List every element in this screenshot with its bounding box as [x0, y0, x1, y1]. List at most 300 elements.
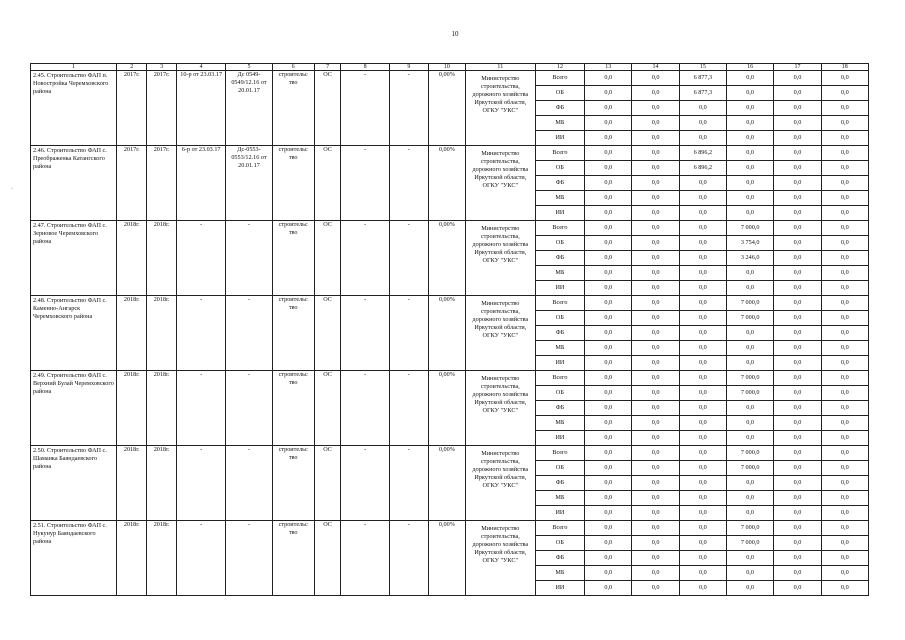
amount-cell: 7 000,0 [727, 461, 774, 476]
readiness-percent: 0,00% [428, 71, 465, 146]
amount-cell: 0,0 [821, 536, 868, 551]
header-col-17: 17 [774, 64, 821, 71]
col9-value: - [389, 146, 428, 221]
amount-cell: 0,0 [585, 116, 632, 131]
readiness-percent: 0,00% [428, 371, 465, 446]
amount-cell: 0,0 [821, 356, 868, 371]
contract-ref: - [226, 521, 272, 596]
amount-cell: 7 000,0 [727, 446, 774, 461]
amount-cell: 0,0 [632, 521, 679, 536]
amount-cell: 0,0 [727, 161, 774, 176]
header-col-18: 18 [821, 64, 868, 71]
amount-cell: 0,0 [585, 71, 632, 86]
col7-value: ОС [314, 221, 341, 296]
order-ref: - [176, 371, 225, 446]
amount-cell: 0,0 [585, 221, 632, 236]
responsible-body: Министерство строительства, дорожного хозяйства Иркутской области, ОГКУ "УКС" [465, 371, 535, 446]
work-type: строительс тво [272, 71, 314, 146]
amount-cell: 0,0 [821, 146, 868, 161]
program-table [30, 63, 869, 596]
funding-source: ИИ [535, 506, 584, 521]
amount-cell: 0,0 [727, 431, 774, 446]
amount-cell: 0,0 [774, 371, 821, 386]
amount-cell: 0,0 [632, 566, 679, 581]
amount-cell: 0,0 [679, 461, 726, 476]
amount-cell: 0,0 [632, 71, 679, 86]
amount-cell: 0,0 [585, 236, 632, 251]
start-year: 2018г. [117, 296, 147, 371]
amount-cell: 0,0 [632, 236, 679, 251]
responsible-body: Министерство строительства, дорожного хозяйства Иркутской области, ОГКУ "УКС" [465, 521, 535, 596]
amount-cell: 0,0 [632, 416, 679, 431]
end-year: 2017г. [147, 146, 177, 221]
amount-cell: 0,0 [774, 101, 821, 116]
funding-source: ИИ [535, 581, 584, 596]
amount-cell: 0,0 [585, 356, 632, 371]
header-col-7: 7 [314, 64, 341, 71]
amount-cell: 0,0 [632, 221, 679, 236]
order-ref: 6-р от 23.03.17 [176, 146, 225, 221]
amount-cell: 0,0 [821, 491, 868, 506]
amount-cell: 0,0 [774, 566, 821, 581]
work-type: строительс тво [272, 221, 314, 296]
funding-source: ФБ [535, 551, 584, 566]
amount-cell: 0,0 [632, 251, 679, 266]
amount-cell: 0,0 [727, 491, 774, 506]
table-row [31, 221, 869, 236]
end-year: 2018г. [147, 446, 177, 521]
amount-cell: 0,0 [632, 191, 679, 206]
amount-cell: 0,0 [774, 86, 821, 101]
amount-cell: 0,0 [585, 101, 632, 116]
amount-cell: 0,0 [727, 416, 774, 431]
funding-source: ИИ [535, 356, 584, 371]
readiness-percent: 0,00% [428, 521, 465, 596]
amount-cell: 0,0 [632, 326, 679, 341]
amount-cell: 0,0 [727, 551, 774, 566]
funding-source: МБ [535, 191, 584, 206]
amount-cell: 0,0 [585, 416, 632, 431]
funding-source: МБ [535, 491, 584, 506]
header-col-1: 1 [31, 64, 117, 71]
amount-cell: 0,0 [727, 176, 774, 191]
amount-cell: 0,0 [585, 551, 632, 566]
amount-cell: 7 000,0 [727, 521, 774, 536]
amount-cell: 3 246,0 [727, 251, 774, 266]
amount-cell: 0,0 [679, 131, 726, 146]
amount-cell: 6 896,2 [679, 161, 726, 176]
amount-cell: 0,0 [727, 401, 774, 416]
amount-cell: 0,0 [585, 86, 632, 101]
funding-source: ИИ [535, 206, 584, 221]
funding-source: ОБ [535, 461, 584, 476]
funding-source: ФБ [535, 101, 584, 116]
amount-cell: 0,0 [585, 161, 632, 176]
contract-ref: Дс 0549-0549/12.16 от 20.01.17 [226, 71, 272, 146]
amount-cell: 0,0 [679, 116, 726, 131]
amount-cell: 0,0 [585, 266, 632, 281]
amount-cell: 0,0 [632, 206, 679, 221]
amount-cell: 0,0 [632, 506, 679, 521]
amount-cell: 0,0 [821, 386, 868, 401]
order-ref: 10-р от 23.03.17 [176, 71, 225, 146]
funding-source: ФБ [535, 476, 584, 491]
funding-source: МБ [535, 416, 584, 431]
end-year: 2018г. [147, 296, 177, 371]
amount-cell: 0,0 [821, 311, 868, 326]
amount-cell: 0,0 [679, 251, 726, 266]
col7-value: ОС [314, 296, 341, 371]
amount-cell: 0,0 [774, 341, 821, 356]
amount-cell: 0,0 [821, 206, 868, 221]
project-name: 2.50. Строительство ФАП с. Шаманка Баяндаевского района [31, 446, 117, 521]
amount-cell: 3 754,0 [727, 236, 774, 251]
amount-cell: 0,0 [727, 581, 774, 596]
amount-cell: 0,0 [632, 341, 679, 356]
funding-source: Всего [535, 296, 584, 311]
table-row [31, 446, 869, 461]
amount-cell: 0,0 [679, 266, 726, 281]
amount-cell: 0,0 [585, 311, 632, 326]
end-year: 2017г. [147, 71, 177, 146]
amount-cell: 0,0 [632, 161, 679, 176]
funding-source: ИИ [535, 431, 584, 446]
funding-source: Всего [535, 521, 584, 536]
amount-cell: 0,0 [632, 311, 679, 326]
funding-source: ОБ [535, 236, 584, 251]
table-row [31, 521, 869, 536]
header-col-14: 14 [632, 64, 679, 71]
funding-source: ФБ [535, 401, 584, 416]
header-col-2: 2 [117, 64, 147, 71]
col7-value: ОС [314, 371, 341, 446]
amount-cell: 0,0 [585, 476, 632, 491]
amount-cell: 0,0 [727, 356, 774, 371]
amount-cell: 0,0 [585, 341, 632, 356]
amount-cell: 0,0 [632, 401, 679, 416]
amount-cell: 0,0 [679, 386, 726, 401]
work-type: строительс тво [272, 146, 314, 221]
readiness-percent: 0,00% [428, 221, 465, 296]
amount-cell: 0,0 [821, 341, 868, 356]
amount-cell: 0,0 [679, 566, 726, 581]
amount-cell: 0,0 [774, 71, 821, 86]
project-name: 2.48. Строительство ФАП с. Каменно-Ангарск Черемховского района [31, 296, 117, 371]
amount-cell: 0,0 [821, 296, 868, 311]
amount-cell: 0,0 [727, 191, 774, 206]
readiness-percent: 0,00% [428, 146, 465, 221]
funding-source: Всего [535, 221, 584, 236]
amount-cell: 0,0 [632, 386, 679, 401]
funding-source: МБ [535, 266, 584, 281]
funding-source: ОБ [535, 86, 584, 101]
amount-cell: 0,0 [632, 551, 679, 566]
amount-cell: 0,0 [679, 416, 726, 431]
stray-mark: · [11, 186, 13, 192]
amount-cell: 6 877,3 [679, 86, 726, 101]
funding-source: МБ [535, 566, 584, 581]
header-col-10: 10 [428, 64, 465, 71]
col8-value: - [341, 71, 389, 146]
responsible-body: Министерство строительства, дорожного хозяйства Иркутской области, ОГКУ "УКС" [465, 296, 535, 371]
amount-cell: 0,0 [679, 521, 726, 536]
amount-cell: 0,0 [679, 446, 726, 461]
amount-cell: 0,0 [774, 356, 821, 371]
amount-cell: 7 000,0 [727, 371, 774, 386]
amount-cell: 0,0 [679, 491, 726, 506]
amount-cell: 0,0 [585, 296, 632, 311]
col8-value: - [341, 221, 389, 296]
col9-value: - [389, 296, 428, 371]
amount-cell: 0,0 [774, 206, 821, 221]
header-row [31, 64, 869, 71]
header-col-8: 8 [341, 64, 389, 71]
start-year: 2018г. [117, 521, 147, 596]
project-name: 2.49. Строительство ФАП с. Верхний Булай Черемховского района [31, 371, 117, 446]
amount-cell: 0,0 [679, 296, 726, 311]
amount-cell: 0,0 [774, 116, 821, 131]
col7-value: ОС [314, 71, 341, 146]
amount-cell: 0,0 [774, 236, 821, 251]
table-row [31, 146, 869, 161]
amount-cell: 0,0 [821, 506, 868, 521]
amount-cell: 0,0 [821, 401, 868, 416]
amount-cell: 0,0 [821, 326, 868, 341]
amount-cell: 0,0 [774, 146, 821, 161]
col8-value: - [341, 296, 389, 371]
col8-value: - [341, 371, 389, 446]
work-type: строительс тво [272, 521, 314, 596]
readiness-percent: 0,00% [428, 446, 465, 521]
amount-cell: 0,0 [679, 191, 726, 206]
start-year: 2018г. [117, 446, 147, 521]
funding-source: ОБ [535, 311, 584, 326]
amount-cell: 0,0 [679, 236, 726, 251]
amount-cell: 0,0 [774, 506, 821, 521]
col9-value: - [389, 221, 428, 296]
amount-cell: 0,0 [585, 431, 632, 446]
col7-value: ОС [314, 521, 341, 596]
amount-cell: 0,0 [585, 461, 632, 476]
amount-cell: 7 000,0 [727, 221, 774, 236]
funding-source: ФБ [535, 176, 584, 191]
amount-cell: 0,0 [679, 206, 726, 221]
end-year: 2018г. [147, 221, 177, 296]
amount-cell: 0,0 [679, 101, 726, 116]
order-ref: - [176, 446, 225, 521]
amount-cell: 0,0 [679, 341, 726, 356]
amount-cell: 0,0 [774, 251, 821, 266]
col7-value: ОС [314, 146, 341, 221]
amount-cell: 0,0 [774, 281, 821, 296]
amount-cell: 0,0 [727, 116, 774, 131]
amount-cell: 0,0 [632, 461, 679, 476]
start-year: 2017г. [117, 146, 147, 221]
amount-cell: 0,0 [679, 506, 726, 521]
amount-cell: 0,0 [821, 266, 868, 281]
amount-cell: 0,0 [727, 266, 774, 281]
amount-cell: 0,0 [774, 176, 821, 191]
table-row [31, 296, 869, 311]
amount-cell: 0,0 [632, 536, 679, 551]
project-name: 2.47. Строительство ФАП с. Зерновое Черемховского района [31, 221, 117, 296]
end-year: 2018г. [147, 371, 177, 446]
amount-cell: 0,0 [774, 311, 821, 326]
amount-cell: 0,0 [585, 131, 632, 146]
amount-cell: 0,0 [821, 251, 868, 266]
header-col-3: 3 [147, 64, 177, 71]
amount-cell: 0,0 [727, 131, 774, 146]
amount-cell: 0,0 [585, 146, 632, 161]
header-col-15: 15 [679, 64, 726, 71]
amount-cell: 0,0 [632, 101, 679, 116]
funding-source: Всего [535, 146, 584, 161]
col9-value: - [389, 71, 428, 146]
funding-source: ФБ [535, 251, 584, 266]
contract-ref: Дс-0553-0553/12.16 от 20.01.17 [226, 146, 272, 221]
amount-cell: 0,0 [679, 371, 726, 386]
amount-cell: 0,0 [679, 176, 726, 191]
amount-cell: 0,0 [679, 356, 726, 371]
amount-cell: 0,0 [585, 506, 632, 521]
amount-cell: 0,0 [821, 476, 868, 491]
amount-cell: 0,0 [727, 206, 774, 221]
header-col-16: 16 [727, 64, 774, 71]
amount-cell: 7 000,0 [727, 386, 774, 401]
amount-cell: 0,0 [585, 386, 632, 401]
amount-cell: 0,0 [632, 116, 679, 131]
amount-cell: 0,0 [821, 161, 868, 176]
amount-cell: 0,0 [679, 431, 726, 446]
amount-cell: 0,0 [774, 266, 821, 281]
amount-cell: 0,0 [585, 281, 632, 296]
amount-cell: 7 000,0 [727, 311, 774, 326]
order-ref: - [176, 521, 225, 596]
funding-source: МБ [535, 341, 584, 356]
amount-cell: 0,0 [821, 566, 868, 581]
amount-cell: 0,0 [679, 536, 726, 551]
amount-cell: 0,0 [774, 161, 821, 176]
amount-cell: 0,0 [727, 146, 774, 161]
amount-cell: 0,0 [774, 386, 821, 401]
amount-cell: 0,0 [632, 371, 679, 386]
amount-cell: 0,0 [585, 491, 632, 506]
amount-cell: 0,0 [821, 446, 868, 461]
funding-source: ИИ [535, 281, 584, 296]
amount-cell: 0,0 [585, 176, 632, 191]
amount-cell: 7 000,0 [727, 536, 774, 551]
funding-source: ИИ [535, 131, 584, 146]
amount-cell: 0,0 [821, 176, 868, 191]
amount-cell: 0,0 [585, 326, 632, 341]
project-name: 2.51. Строительство ФАП с. Нукунур Баяндаевского района [31, 521, 117, 596]
amount-cell: 0,0 [632, 146, 679, 161]
col9-value: - [389, 371, 428, 446]
contract-ref: - [226, 221, 272, 296]
amount-cell: 0,0 [727, 566, 774, 581]
amount-cell: 0,0 [727, 476, 774, 491]
amount-cell: 0,0 [821, 131, 868, 146]
amount-cell: 0,0 [632, 266, 679, 281]
amount-cell: 0,0 [632, 491, 679, 506]
amount-cell: 0,0 [632, 446, 679, 461]
start-year: 2018г. [117, 371, 147, 446]
header-col-5: 5 [226, 64, 272, 71]
responsible-body: Министерство строительства, дорожного хозяйства Иркутской области, ОГКУ "УКС" [465, 71, 535, 146]
col8-value: - [341, 146, 389, 221]
amount-cell: 0,0 [632, 131, 679, 146]
amount-cell: 0,0 [774, 131, 821, 146]
amount-cell: 0,0 [821, 461, 868, 476]
header-col-11: 11 [465, 64, 535, 71]
amount-cell: 0,0 [774, 491, 821, 506]
start-year: 2018г. [117, 221, 147, 296]
amount-cell: 0,0 [727, 86, 774, 101]
amount-cell: 0,0 [632, 581, 679, 596]
header-col-12: 12 [535, 64, 584, 71]
header-col-9: 9 [389, 64, 428, 71]
header-col-6: 6 [272, 64, 314, 71]
amount-cell: 0,0 [774, 446, 821, 461]
contract-ref: - [226, 446, 272, 521]
amount-cell: 0,0 [821, 551, 868, 566]
project-name: 2.46. Строительство ФАП с. Преображенка Катангского района [31, 146, 117, 221]
funding-source: ФБ [535, 326, 584, 341]
amount-cell: 0,0 [774, 326, 821, 341]
funding-source: ОБ [535, 536, 584, 551]
amount-cell: 0,0 [821, 71, 868, 86]
amount-cell: 0,0 [774, 476, 821, 491]
amount-cell: 0,0 [821, 221, 868, 236]
amount-cell: 0,0 [821, 416, 868, 431]
amount-cell: 0,0 [774, 536, 821, 551]
work-type: строительс тво [272, 296, 314, 371]
amount-cell: 0,0 [679, 551, 726, 566]
work-type: строительс тво [272, 371, 314, 446]
amount-cell: 0,0 [632, 476, 679, 491]
amount-cell: 0,0 [585, 371, 632, 386]
funding-source: ОБ [535, 161, 584, 176]
amount-cell: 0,0 [727, 506, 774, 521]
amount-cell: 0,0 [585, 251, 632, 266]
amount-cell: 0,0 [727, 281, 774, 296]
col8-value: - [341, 446, 389, 521]
contract-ref: - [226, 371, 272, 446]
amount-cell: 0,0 [632, 281, 679, 296]
amount-cell: 0,0 [679, 401, 726, 416]
amount-cell: 0,0 [774, 551, 821, 566]
amount-cell: 0,0 [821, 236, 868, 251]
amount-cell: 0,0 [774, 431, 821, 446]
col8-value: - [341, 521, 389, 596]
amount-cell: 0,0 [774, 296, 821, 311]
amount-cell: 0,0 [585, 446, 632, 461]
amount-cell: 0,0 [585, 191, 632, 206]
amount-cell: 0,0 [727, 101, 774, 116]
funding-source: МБ [535, 116, 584, 131]
amount-cell: 0,0 [585, 401, 632, 416]
responsible-body: Министерство строительства, дорожного хозяйства Иркутской области, ОГКУ "УКС" [465, 446, 535, 521]
amount-cell: 0,0 [632, 86, 679, 101]
amount-cell: 6 896,2 [679, 146, 726, 161]
header-col-13: 13 [585, 64, 632, 71]
amount-cell: 0,0 [821, 101, 868, 116]
amount-cell: 0,0 [632, 356, 679, 371]
header-col-4: 4 [176, 64, 225, 71]
amount-cell: 0,0 [774, 221, 821, 236]
amount-cell: 6 877,3 [679, 71, 726, 86]
amount-cell: 0,0 [727, 326, 774, 341]
